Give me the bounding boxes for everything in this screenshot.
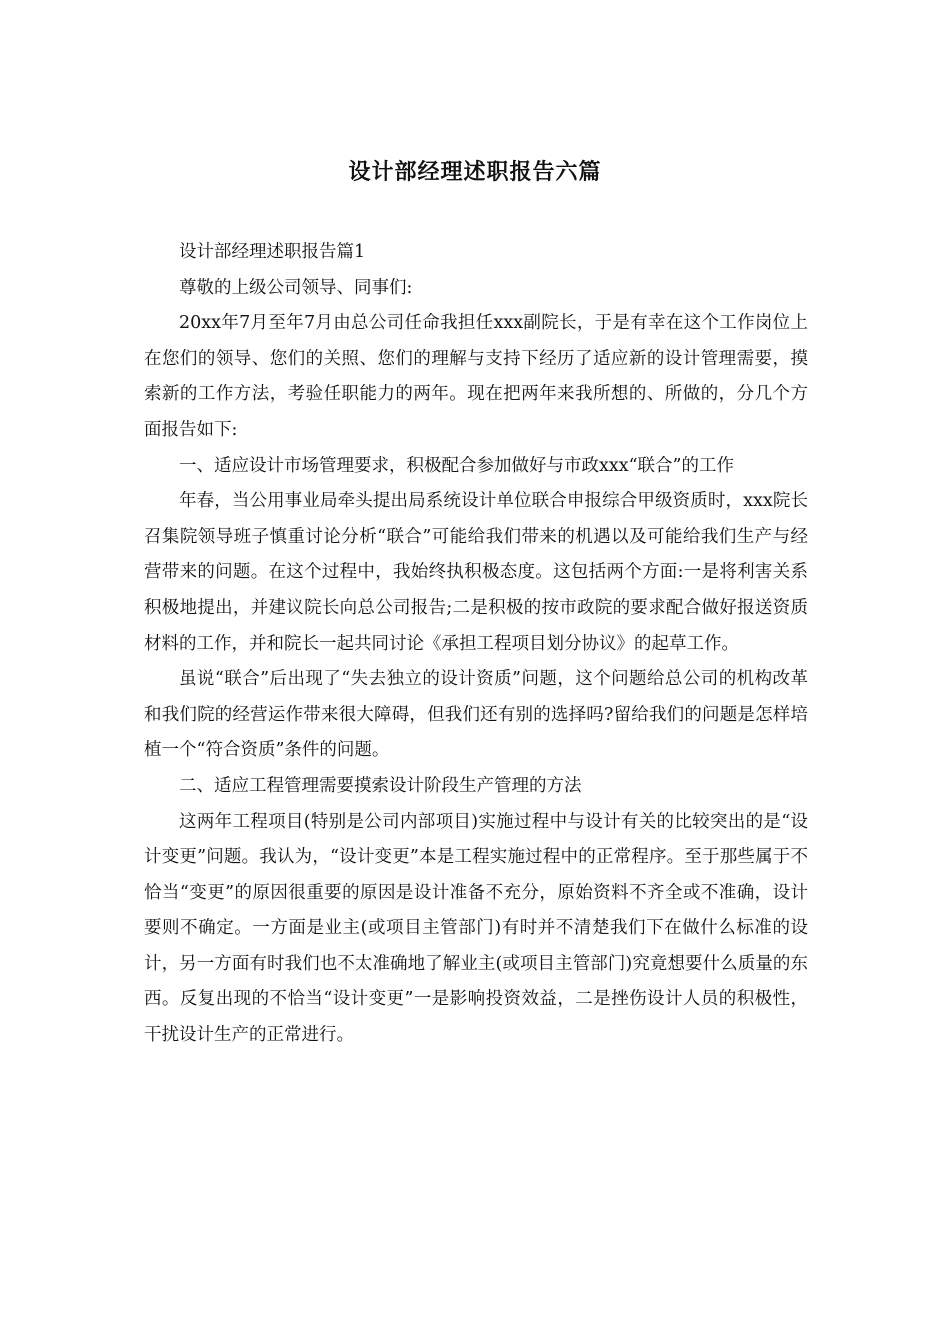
section-heading-1: 一、适应设计市场管理要求，积极配合参加做好与市政xxx“联合”的工作 <box>179 455 734 476</box>
body-paragraph: 年春，当公用事业局牵头提出局系统设计单位联合申报综合甲级资质时，xxx院长召集院领导班子慎重讨论分析“联合”可能给我们带来的机遇以及可能给我们生产与经营带来的问题。在这个过程中，我始终执积极态度。这包括两个方面:一是将利害关系积极地提出，并建议院长向总公司报告;二是积极的按市政院的要求配合做好报送资质材料的工作，并和院长一起共同讨论《承担工程项目划分协议》的起草工作。 <box>144 491 808 654</box>
body-paragraph: 虽说“联合”后出现了“失去独立的设计资质”问题，这个问题给总公司的机构改革和我们院的经营运作带来很大障碍，但我们还有别的选择吗?留给我们的问题是怎样培植一个“符合资质”条件的问题。 <box>144 669 808 761</box>
body-paragraph: 这两年工程项目(特别是公司内部项目)实施过程中与设计有关的比较突出的是“设计变更”问题。我认为，“设计变更”本是工程实施过程中的正常程序。至于那些属于不恰当“变更”的原因很重要的原因是设计准备不充分，原始资料不齐全或不准确，设计要则不确定。一方面是业主(或项目主管部门)有时并不清楚我们下在做什么标准的设计，另一方面有时我们也不太准确地了解业主(或项目主管部门)究竟想要什么质量的东西。反复出现的不恰当“设计变更”一是影响投资效益，二是挫伤设计人员的积极性，干扰设计生产的正常进行。 <box>144 811 808 1046</box>
section-heading-report-1: 设计部经理述职报告篇1 <box>179 242 366 262</box>
document-body <box>144 235 808 1054</box>
section-heading-2: 二、适应工程管理需要摸索设计阶段生产管理的方法 <box>179 775 582 796</box>
document-title: 设计部经理述职报告六篇 <box>348 159 602 185</box>
body-paragraph: 20xx年7月至年7月由总公司任命我担任xxx副院长，于是有幸在这个工作岗位上在您们的领导、您们的关照、您们的理解与支持下经历了适应新的设计管理需要，摸索新的工作方法，考验任职能力的两年。现在把两年来我所想的、所做的，分几个方面报告如下: <box>144 313 808 440</box>
salutation: 尊敬的上级公司领导、同事们: <box>179 277 413 298</box>
